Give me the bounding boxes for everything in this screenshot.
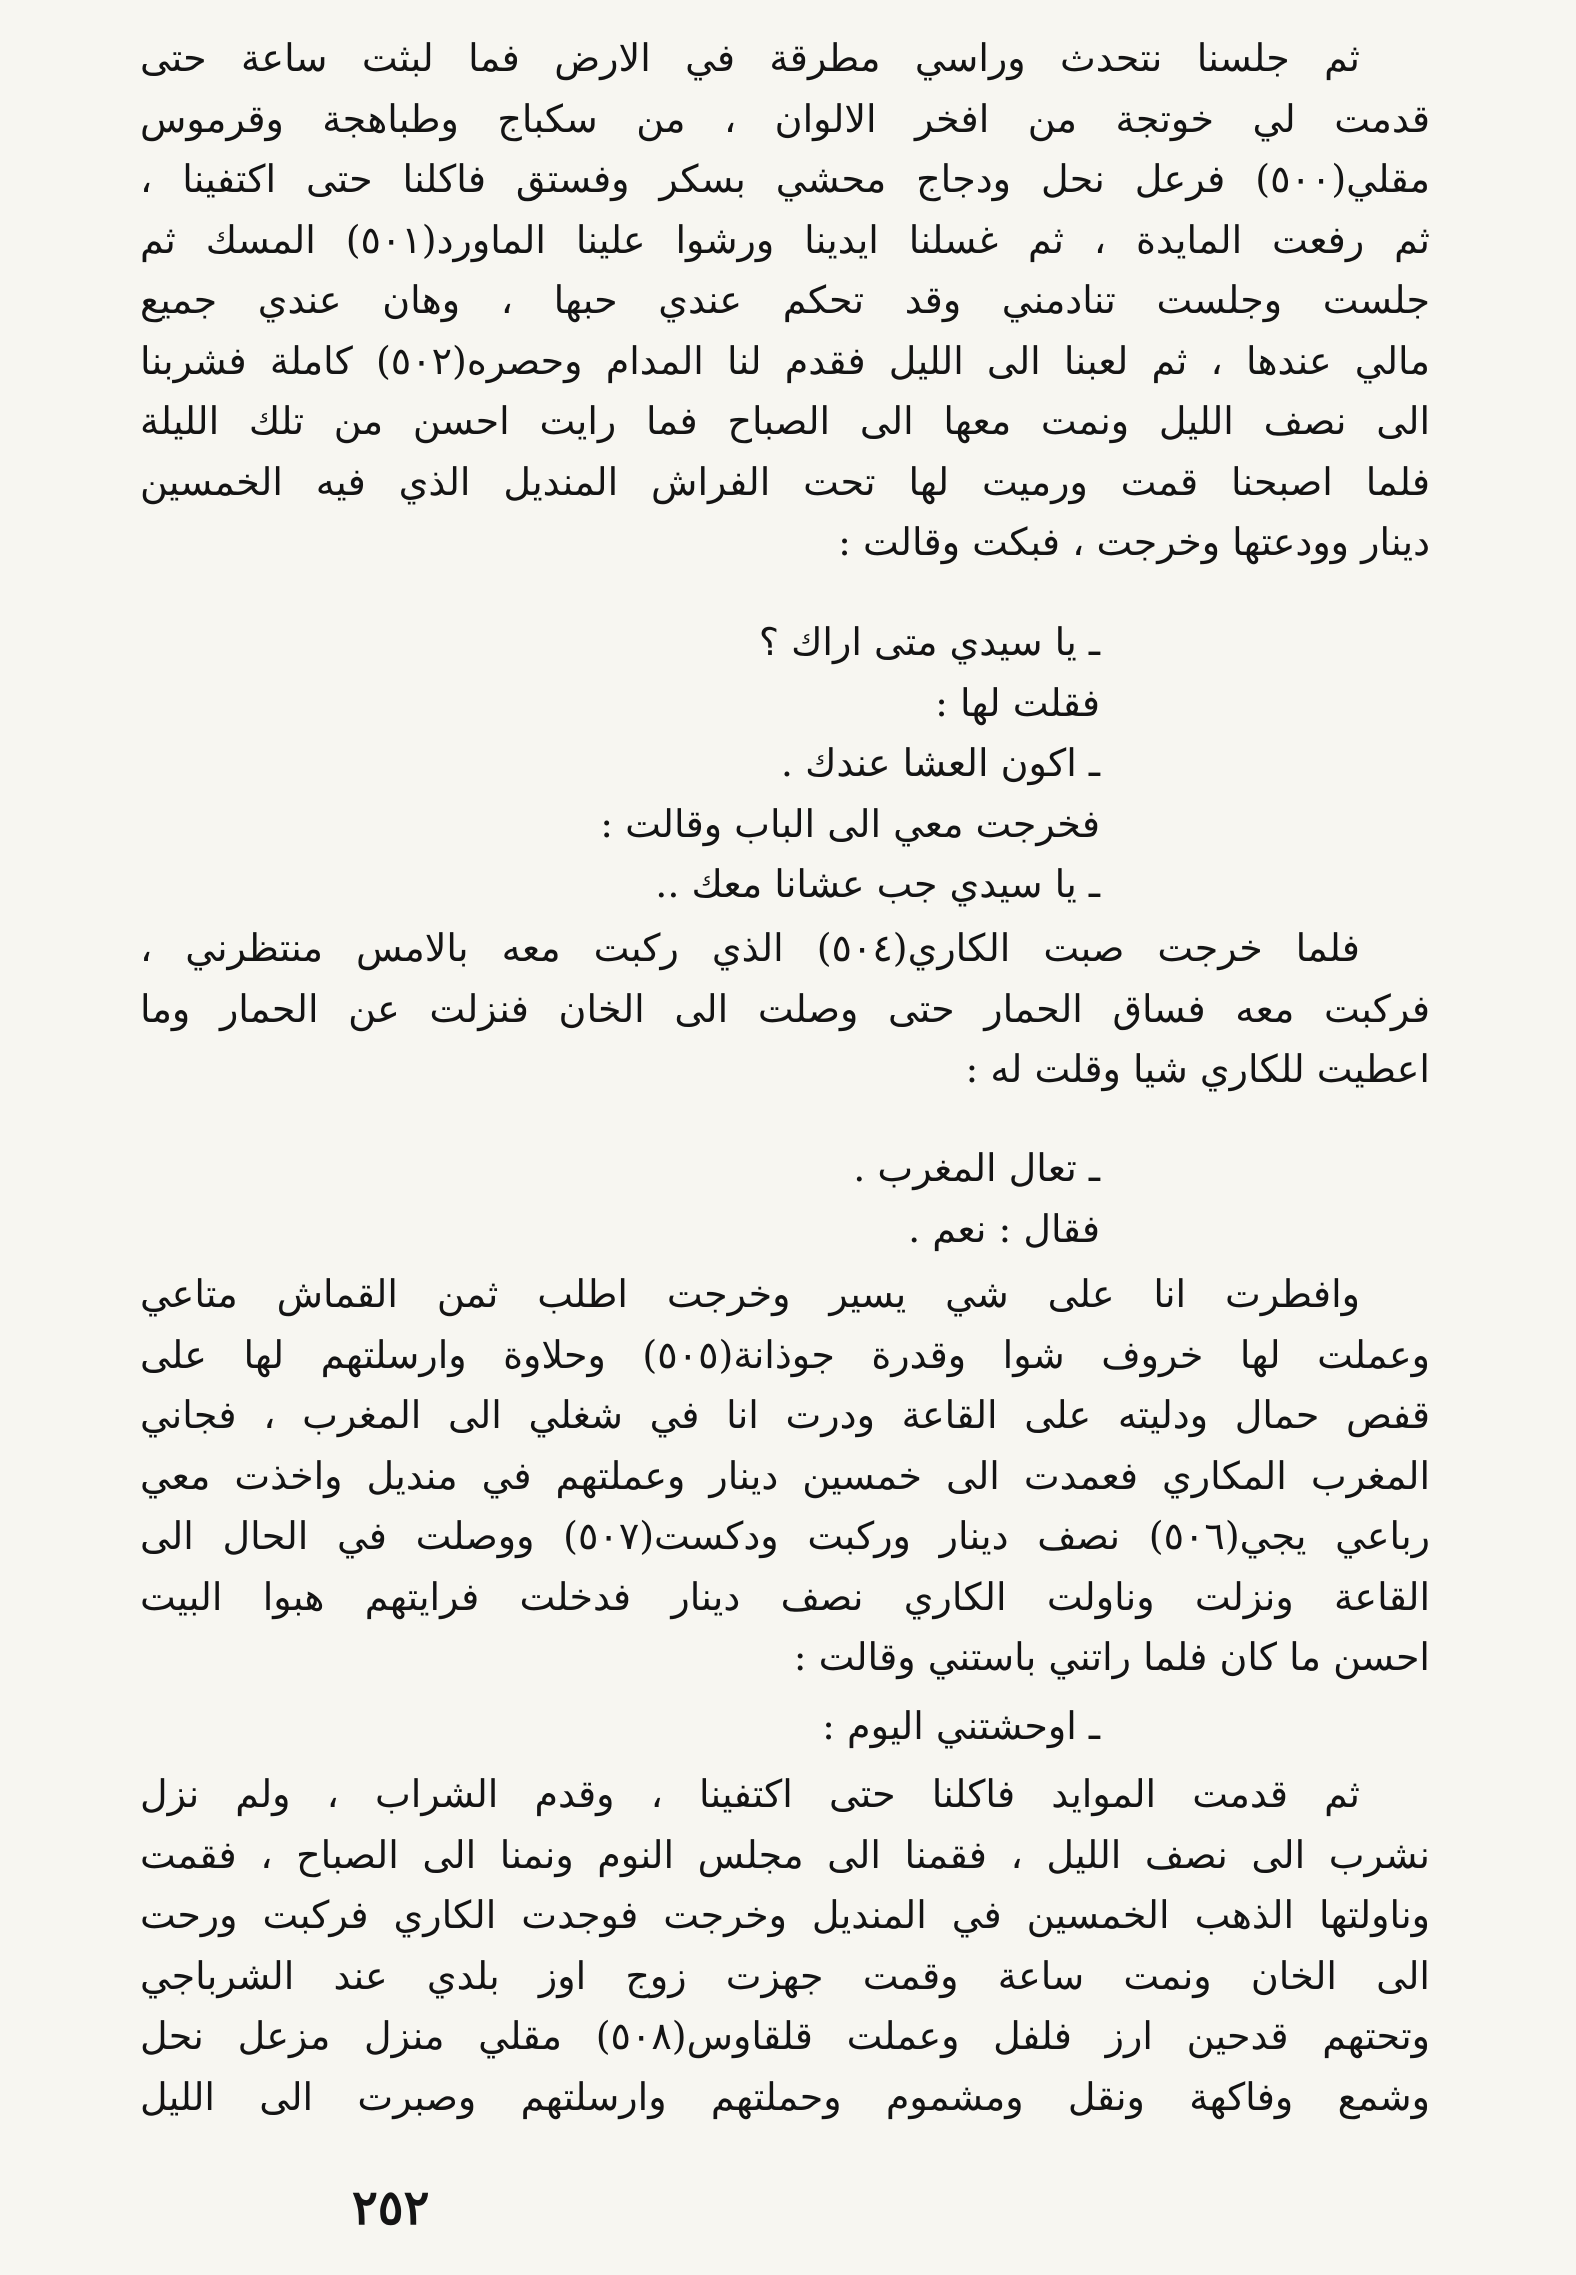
text-line: وناولتها الذهب الخمسين في المنديل وخرجت فوجدت الكاري فركبت ورحت — [140, 1893, 1430, 1937]
text-line: فركبت معه فساق الحمار حتى وصلت الى الخان فنزلت عن الحمار وما — [140, 986, 1430, 1031]
text-line: قفص حمال ودليته على القاعة ودرت انا في شغلي الى المغرب ، فجاني — [140, 1393, 1430, 1437]
text-line: مقلي(٥٠٠) فرعل نحل ودجاج محشي بسكر وفستق فاكلنا حتى اكتفينا ، — [140, 157, 1430, 201]
text-line: المغرب المكاري فعمدت الى خمسين دينار وعملتهم في منديل واخذت معي — [140, 1453, 1430, 1498]
dialog-line: ـ يا سيدي جب عشانا معك .. — [655, 862, 1100, 906]
text-line: مالي عندها ، ثم لعبنا الى الليل فقدم لنا المدام وحصره(٥٠٢) كاملة فشربنا — [140, 338, 1430, 383]
text-line: دينار وودعتها وخرجت ، فبكت وقالت : — [838, 520, 1430, 564]
text-line: الى الخان ونمت ساعة وقمت جهزت زوج اوز بلدي عند الشرباجي — [140, 1953, 1430, 1998]
dialog-3 — [140, 1696, 1430, 1757]
text-line: نشرب الى نصف الليل ، فقمنا الى مجلس النوم ونمنا الى الصباح ، فقمت — [140, 1832, 1430, 1877]
paragraph-2 — [140, 918, 1430, 1100]
text-line: فلما اصبحنا قمت ورميت لها تحت الفراش المنديل الذي فيه الخمسين — [140, 459, 1430, 504]
text-line: وعملت لها خروف شوا وقدرة جوذانة(٥٠٥) وحلاوة وارسلتهم لها على — [140, 1332, 1431, 1377]
paragraph-4 — [140, 1764, 1430, 2127]
text-line: قدمت لي خوتجة من افخر الالوان ، من سكباج وطباهجة وقرموس — [140, 96, 1430, 141]
text-line: رباعي يجي(٥٠٦) نصف دينار وركبت ودكست(٥٠٧) ووصلت في الحال الى — [140, 1514, 1430, 1558]
text-line: فلما خرجت صبت الكاري(٥٠٤) الذي ركبت معه بالامس منتظرني ، — [140, 926, 1360, 970]
text-line: اعطيت للكاري شيا وقلت له : — [965, 1047, 1430, 1091]
text-line: القاعة ونزلت وناولت الكاري نصف دينار فدخلت فرايتهم هبوا البيت — [140, 1574, 1430, 1619]
text-line: الى نصف الليل ونمت معها الى الصباح فما رايت احسن من تلك الليلة — [140, 399, 1430, 443]
dialog-line: ـ اوحشتني اليوم : — [822, 1704, 1100, 1748]
paragraph-3 — [140, 1264, 1430, 1688]
paragraph-1 — [140, 28, 1430, 573]
dialog-line: ـ يا سيدي متى اراك ؟ — [758, 620, 1100, 664]
dialog-1 — [140, 612, 1430, 915]
text-line: ثم قدمت الموايد فاكلنا حتى اكتفينا ، وقدم الشراب ، ولم نزل — [140, 1772, 1360, 1816]
dialog-line: فقلت لها : — [935, 680, 1100, 725]
text-line: وشمع وفاكهة ونقل ومشموم وحملتهم وارسلتهم وصبرت الى الليل — [140, 2074, 1430, 2119]
dialog-line: ـ اكون العشا عندك . — [780, 741, 1100, 785]
text-line: وتحتهم قدحين ارز فلفل وعملت قلقاوس(٥٠٨) مقلي منزل مزعل نحل — [140, 2014, 1431, 2058]
dialog-line: ـ تعال المغرب . — [853, 1146, 1100, 1190]
text-line: ثم جلسنا نتحدث وراسي مطرقة في الارض فما لبثت ساعة حتى — [140, 36, 1360, 80]
dialog-line: فخرجت معي الى الباب وقالت : — [600, 801, 1100, 846]
dialog-2 — [140, 1138, 1430, 1259]
page-number: ٢٥٢ — [352, 2180, 430, 2236]
dialog-line: فقال : نعم . — [908, 1206, 1100, 1251]
text-line: ثم رفعت المايدة ، ثم غسلنا ايدينا ورشوا علينا الماورد(٥٠١) المسك ثم — [140, 217, 1430, 262]
text-line: جلست وجلست تنادمني وقد تحكم عندي حبها ، وهان عندي جميع — [140, 278, 1430, 322]
text-line: احسن ما كان فلما راتني باستني وقالت : — [793, 1635, 1430, 1679]
text-line: وافطرت انا على شي يسير وخرجت اطلب ثمن القماش متاعي — [140, 1272, 1360, 1316]
